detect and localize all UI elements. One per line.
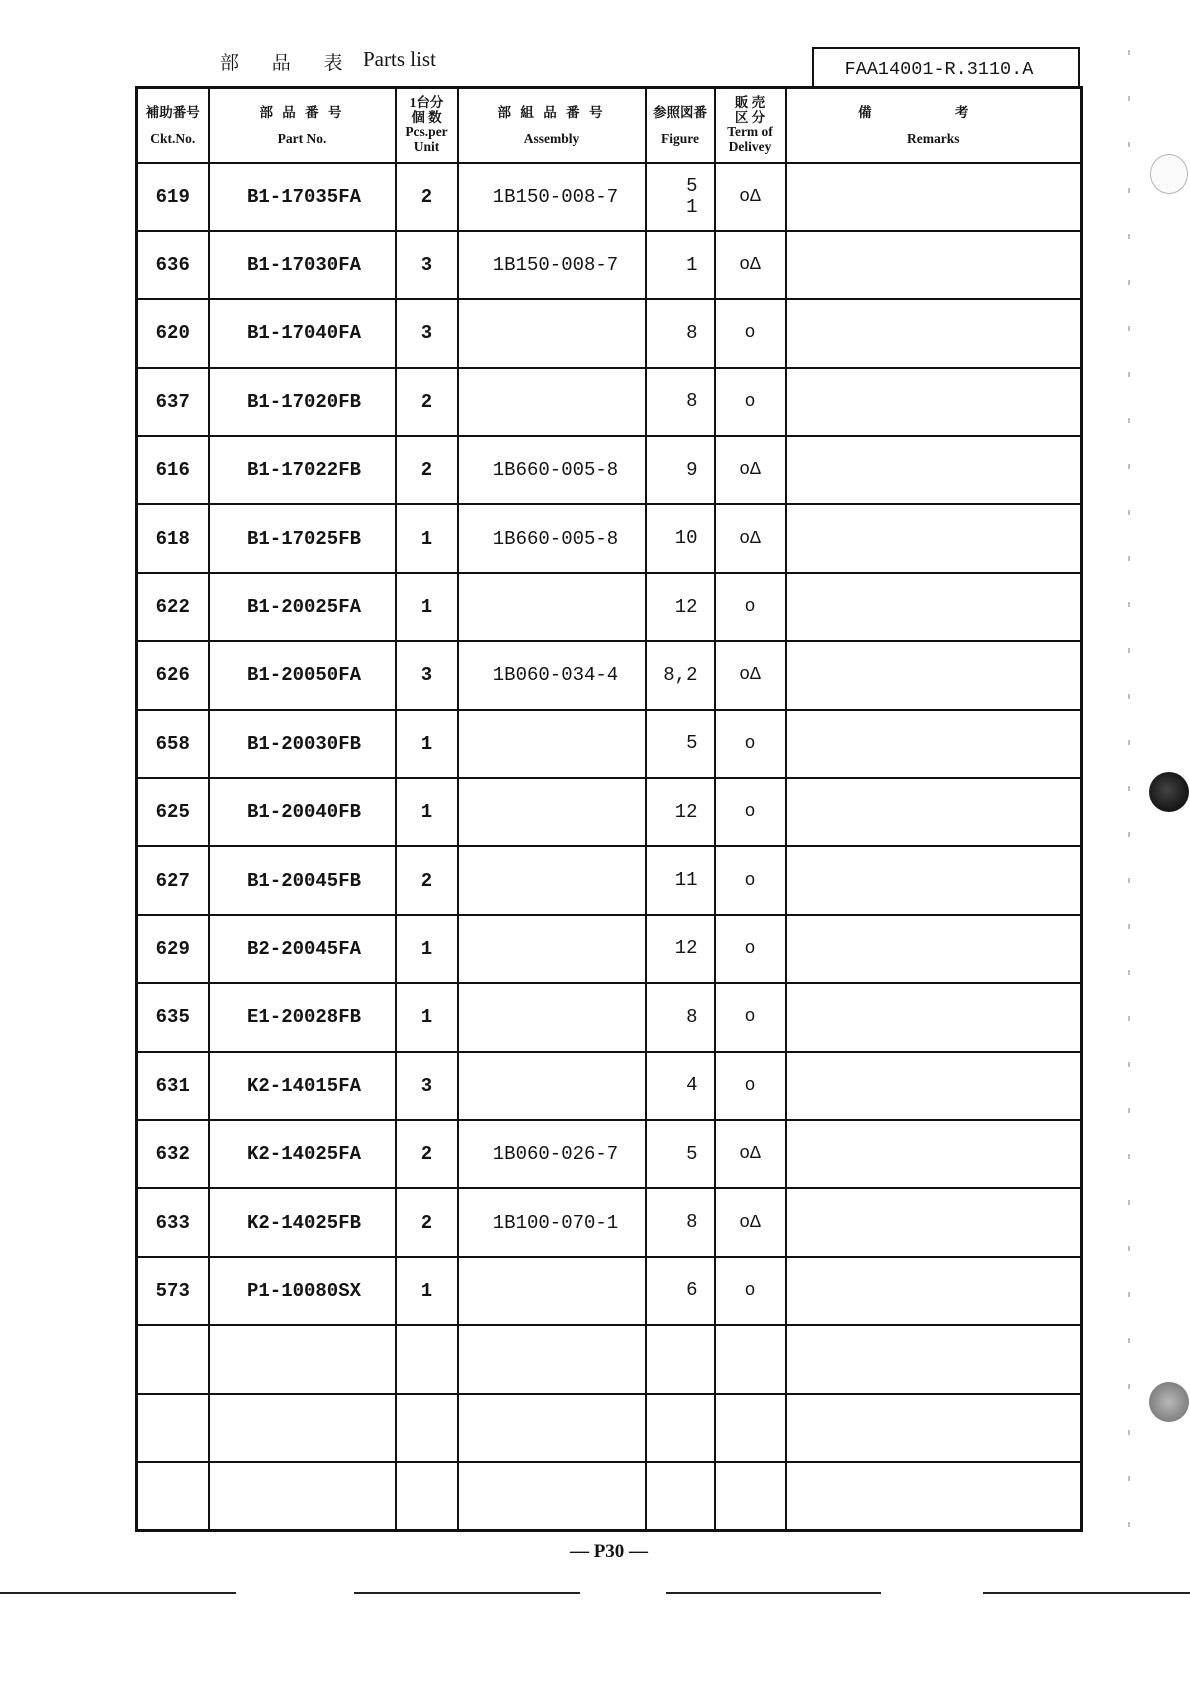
assembly-cell (458, 983, 646, 1051)
table-row (137, 1325, 1082, 1393)
col-header-qty-jp1: 1台分 (409, 95, 444, 111)
term-cell: o (715, 846, 786, 914)
part-no-cell (209, 1462, 396, 1530)
ckt-no-cell: 619 (137, 163, 209, 231)
term-cell: oΔ (715, 163, 786, 231)
table-row (137, 1257, 1082, 1325)
part-no-cell: E1-20028FB (209, 983, 396, 1051)
assembly-cell (458, 1052, 646, 1120)
assembly-cell: 1B660-005-8 (458, 436, 646, 504)
table-row (137, 368, 1082, 436)
assembly-cell: 1B100-070-1 (458, 1188, 646, 1256)
ckt-no-cell: 618 (137, 504, 209, 572)
part-no-cell: B1-17020FB (209, 368, 396, 436)
figure-cell: 8 (646, 368, 715, 436)
term-cell: oΔ (715, 436, 786, 504)
punch-hole (1149, 772, 1189, 812)
ckt-no-cell: 635 (137, 983, 209, 1051)
figure-cell: 8 (646, 1188, 715, 1256)
part-no-cell: B1-17022FB (209, 436, 396, 504)
col-header-term-jp2: 区 分 (734, 109, 766, 125)
col-header-assembly-en: Assembly (523, 130, 580, 146)
qty-cell (396, 1394, 458, 1462)
term-cell: o (715, 915, 786, 983)
remarks-cell (786, 641, 1082, 709)
figure-cell: 4 (646, 1052, 715, 1120)
header-row (137, 88, 1082, 163)
figure-cell: 6 (646, 1257, 715, 1325)
qty-cell: 3 (396, 299, 458, 367)
ckt-no-cell: 622 (137, 573, 209, 641)
part-no-cell (209, 1325, 396, 1393)
col-header-figure (646, 88, 715, 163)
qty-cell: 2 (396, 368, 458, 436)
qty-cell: 1 (396, 573, 458, 641)
part-no-cell: K2-14025FB (209, 1188, 396, 1256)
assembly-cell (458, 299, 646, 367)
figure-cell: 12 (646, 573, 715, 641)
qty-cell: 1 (396, 983, 458, 1051)
bottom-rule (983, 1592, 1190, 1594)
term-cell: o (715, 299, 786, 367)
part-no-cell: B1-20040FB (209, 778, 396, 846)
col-header-qty-jp2: 個 数 (411, 109, 442, 125)
qty-cell: 3 (396, 1052, 458, 1120)
remarks-cell (786, 1394, 1082, 1462)
term-cell (715, 1325, 786, 1393)
table-row (137, 983, 1082, 1051)
bottom-rule (666, 1592, 881, 1594)
remarks-cell (786, 504, 1082, 572)
ckt-no-cell: 632 (137, 1120, 209, 1188)
qty-cell: 1 (396, 710, 458, 778)
assembly-cell: 1B060-026-7 (458, 1120, 646, 1188)
table-row (137, 436, 1082, 504)
ckt-no-cell: 616 (137, 436, 209, 504)
ckt-no-cell: 636 (137, 231, 209, 299)
col-header-remarks-jp: 備 考 (858, 104, 1009, 120)
ckt-no-cell: 629 (137, 915, 209, 983)
part-no-cell: B1-20045FB (209, 846, 396, 914)
qty-cell: 1 (396, 778, 458, 846)
table-row (137, 710, 1082, 778)
col-header-ckt-no-jp: 補助番号 (145, 104, 200, 120)
ckt-no-cell: 631 (137, 1052, 209, 1120)
part-no-cell: K2-14025FA (209, 1120, 396, 1188)
table-row (137, 846, 1082, 914)
part-no-cell (209, 1394, 396, 1462)
ckt-no-cell: 633 (137, 1188, 209, 1256)
term-cell (715, 1394, 786, 1462)
ckt-no-cell: 626 (137, 641, 209, 709)
qty-cell: 1 (396, 915, 458, 983)
col-header-ckt-no-en: Ckt.No. (150, 130, 196, 146)
ckt-no-cell (137, 1462, 209, 1530)
remarks-cell (786, 368, 1082, 436)
term-cell: oΔ (715, 1120, 786, 1188)
assembly-cell (458, 1257, 646, 1325)
term-cell: o (715, 368, 786, 436)
col-header-term-en1: Term of (727, 124, 773, 140)
bottom-rule (0, 1592, 236, 1594)
assembly-cell (458, 368, 646, 436)
table-row (137, 778, 1082, 846)
part-no-cell: B2-20045FA (209, 915, 396, 983)
assembly-cell: 1B150-008-7 (458, 163, 646, 231)
remarks-cell (786, 983, 1082, 1051)
qty-cell (396, 1325, 458, 1393)
assembly-cell (458, 778, 646, 846)
col-header-part-no (209, 88, 396, 163)
ckt-no-cell: 573 (137, 1257, 209, 1325)
figure-cell (646, 1394, 715, 1462)
table-row (137, 299, 1082, 367)
part-no-cell: B1-17025FB (209, 504, 396, 572)
col-header-ckt-no (137, 88, 209, 163)
term-cell: o (715, 710, 786, 778)
remarks-cell (786, 436, 1082, 504)
part-no-cell: B1-20030FB (209, 710, 396, 778)
document-number-box (812, 47, 1080, 88)
qty-cell: 3 (396, 231, 458, 299)
qty-cell: 2 (396, 846, 458, 914)
page-number: — P30 — (569, 1541, 649, 1562)
table-row (137, 1462, 1082, 1530)
ckt-no-cell (137, 1325, 209, 1393)
table-body (137, 163, 1082, 1531)
assembly-cell (458, 710, 646, 778)
table-row (137, 1052, 1082, 1120)
col-header-figure-en: Figure (661, 130, 699, 146)
part-no-cell: P1-10080SX (209, 1257, 396, 1325)
remarks-cell (786, 778, 1082, 846)
col-header-remarks-en: Remarks (907, 130, 960, 146)
term-cell: oΔ (715, 231, 786, 299)
figure-cell: 5 (646, 1120, 715, 1188)
col-header-qty (396, 88, 458, 163)
col-header-figure-jp: 参照図番 (653, 104, 707, 120)
part-no-cell: B1-17030FA (209, 231, 396, 299)
table-row (137, 915, 1082, 983)
col-header-qty-en2: Unit (413, 138, 440, 154)
col-header-assembly-jp: 部 組 品 番 号 (497, 104, 606, 120)
title-japanese: 部 品 表 (220, 53, 357, 74)
assembly-cell (458, 573, 646, 641)
qty-cell: 1 (396, 1257, 458, 1325)
col-header-term (715, 88, 786, 163)
part-no-cell: B1-20025FA (209, 573, 396, 641)
table-row (137, 504, 1082, 572)
ckt-no-cell: 620 (137, 299, 209, 367)
col-header-term-jp1: 販 売 (734, 95, 766, 111)
col-header-part-no-jp: 部 品 番 号 (259, 104, 345, 120)
assembly-cell (458, 846, 646, 914)
figure-cell: 8 (646, 299, 715, 367)
figure-cell: 10 (646, 504, 715, 572)
table-row (137, 641, 1082, 709)
assembly-cell: 1B660-005-8 (458, 504, 646, 572)
bottom-rule (354, 1592, 580, 1594)
qty-cell: 2 (396, 1188, 458, 1256)
figure-cell: 5 1 (646, 163, 715, 231)
assembly-cell: 1B060-034-4 (458, 641, 646, 709)
col-header-qty-en1: Pcs.per (405, 124, 448, 140)
remarks-cell (786, 710, 1082, 778)
ckt-no-cell: 658 (137, 710, 209, 778)
remarks-cell (786, 1052, 1082, 1120)
title-english: Parts list (363, 47, 436, 71)
figure-cell (646, 1325, 715, 1393)
assembly-cell (458, 1394, 646, 1462)
figure-cell (646, 1462, 715, 1530)
qty-cell: 2 (396, 436, 458, 504)
punch-hole (1149, 1382, 1189, 1422)
qty-cell: 3 (396, 641, 458, 709)
scan-edge-marks (1128, 50, 1130, 1530)
qty-cell: 1 (396, 504, 458, 572)
col-header-assembly (458, 88, 646, 163)
figure-cell: 1 (646, 231, 715, 299)
remarks-cell (786, 1462, 1082, 1530)
remarks-cell (786, 163, 1082, 231)
table-row (137, 163, 1082, 231)
col-header-term-en2: Delivey (728, 138, 772, 154)
qty-cell (396, 1462, 458, 1530)
part-no-cell: K2-14015FA (209, 1052, 396, 1120)
table-row (137, 1120, 1082, 1188)
remarks-cell (786, 915, 1082, 983)
remarks-cell (786, 1188, 1082, 1256)
figure-cell: 8 (646, 983, 715, 1051)
remarks-cell (786, 846, 1082, 914)
remarks-cell (786, 231, 1082, 299)
col-header-part-no-en: Part No. (277, 130, 327, 146)
ckt-no-cell: 637 (137, 368, 209, 436)
table-row (137, 1394, 1082, 1462)
part-no-cell: B1-17040FA (209, 299, 396, 367)
term-cell: oΔ (715, 504, 786, 572)
col-header-remarks (786, 88, 1082, 163)
remarks-cell (786, 1325, 1082, 1393)
remarks-cell (786, 1257, 1082, 1325)
part-no-cell: B1-20050FA (209, 641, 396, 709)
figure-cell: 9 (646, 436, 715, 504)
assembly-cell (458, 1325, 646, 1393)
assembly-cell (458, 1462, 646, 1530)
term-cell: oΔ (715, 1188, 786, 1256)
term-cell: o (715, 573, 786, 641)
qty-cell: 2 (396, 1120, 458, 1188)
term-cell: o (715, 983, 786, 1051)
term-cell (715, 1462, 786, 1530)
figure-cell: 11 (646, 846, 715, 914)
document-number: FAA14001-R.3110.A (844, 59, 1034, 80)
remarks-cell (786, 573, 1082, 641)
term-cell: o (715, 1257, 786, 1325)
assembly-cell (458, 915, 646, 983)
ckt-no-cell (137, 1394, 209, 1462)
term-cell: o (715, 1052, 786, 1120)
punch-hole (1150, 154, 1188, 194)
qty-cell: 2 (396, 163, 458, 231)
term-cell: oΔ (715, 641, 786, 709)
parts-table (135, 86, 1083, 1532)
table-row (137, 1188, 1082, 1256)
remarks-cell (786, 1120, 1082, 1188)
table-row (137, 573, 1082, 641)
figure-cell: 12 (646, 778, 715, 846)
figure-cell: 12 (646, 915, 715, 983)
term-cell: o (715, 778, 786, 846)
part-no-cell: B1-17035FA (209, 163, 396, 231)
remarks-cell (786, 299, 1082, 367)
ckt-no-cell: 627 (137, 846, 209, 914)
figure-cell: 8,2 (646, 641, 715, 709)
assembly-cell: 1B150-008-7 (458, 231, 646, 299)
ckt-no-cell: 625 (137, 778, 209, 846)
table-row (137, 231, 1082, 299)
figure-cell: 5 (646, 710, 715, 778)
